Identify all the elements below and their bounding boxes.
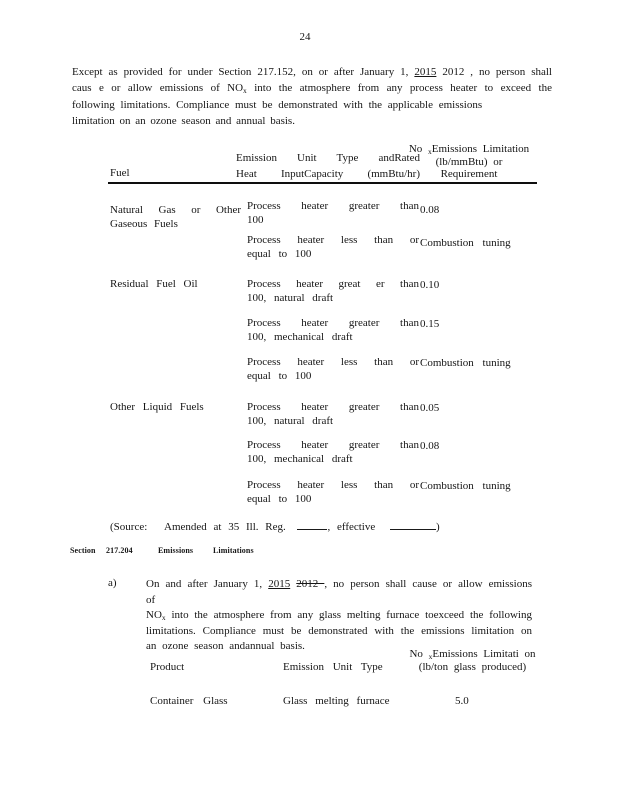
blank-underline [297, 519, 327, 530]
intro-paragraph [72, 64, 552, 130]
text-run: , no person shall cause or allow emissions of [146, 578, 533, 606]
cell-line: 100, natural draft [247, 415, 334, 427]
paragraph-line: limitation on an ozone season and annual basis. [72, 115, 295, 128]
inserted-date: 2015 [414, 66, 437, 78]
text-run: On and after January 1, [146, 578, 269, 590]
table1-header-rule [108, 182, 537, 184]
text-run: into the atmosphere from any glass melting furnace toexceed the following [165, 609, 532, 622]
text-run: Emissions Limitation [431, 143, 530, 155]
cell-line: 100, natural draft [247, 292, 334, 304]
table-row-fuel [110, 203, 241, 231]
table-row-product: Container Glass [150, 695, 228, 707]
table-row-unit [247, 233, 419, 261]
subsection-paragraph [146, 577, 532, 655]
table1-header-limitation [398, 143, 540, 181]
nox-subscript: x [428, 147, 432, 156]
text-run: ) [436, 521, 440, 533]
table-row-unit [247, 316, 419, 344]
blank-underline [390, 519, 436, 530]
table-row-limit: 0.08 [420, 440, 440, 452]
section-heading-word: Emissions [158, 546, 194, 555]
cell-line: 100, mechanical draft [247, 453, 353, 465]
header-line [400, 648, 545, 661]
section-heading-word: Section [70, 546, 96, 555]
header-line: Heat InputCapacity (mmBtu/hr) [236, 167, 420, 180]
nox-subscript: x [243, 86, 247, 96]
cell-line: 100 [247, 214, 264, 226]
text-run: Except as provided for under Section 217.152, on or after January 1, [72, 66, 415, 78]
paragraph-line [146, 577, 532, 608]
cell-line: Process heater great er than [247, 278, 419, 290]
text-run: (Source: [110, 521, 148, 533]
nox-subscript: x [428, 652, 433, 661]
table-row-limit: 0.10 [420, 279, 440, 291]
cell-line: 100, mechanical draft [247, 331, 353, 343]
paragraph-line: an ozone season andannual basis. [146, 640, 305, 653]
page-number: 24 [299, 31, 311, 43]
table2-header-limitation [400, 648, 545, 673]
cell-line: Natural Gas or Other [110, 204, 241, 216]
table1-header-unit-type [236, 151, 420, 182]
table-row-unit [247, 199, 419, 227]
section-heading-number: 217.204 [106, 546, 133, 555]
nox-subscript: x [161, 613, 166, 623]
text-run: , effective [327, 521, 376, 533]
table-row-unit [247, 438, 419, 466]
table-row-limit: 0.15 [420, 318, 440, 330]
header-line: (lb/ton glass produced) [418, 660, 527, 673]
text-run: Emissions Limitati on [432, 648, 536, 660]
table-row-fuel: Residual Fuel Oil [110, 278, 198, 290]
table-row-fuel: Other Liquid Fuels [110, 401, 204, 413]
section-heading-word: Limitations [213, 546, 254, 555]
cell-line: Process heater greater than [247, 317, 419, 329]
text-run: No [409, 648, 429, 660]
table-row-limit: 0.05 [420, 402, 440, 414]
header-line: Requirement [440, 168, 498, 180]
text-run: into the atmosphere from any process heater to exceed the [246, 82, 552, 95]
table-row-limit: 5.0 [455, 695, 469, 707]
text-run: caus e or allow emissions of NO [72, 82, 244, 95]
inserted-date: 2015 [268, 578, 291, 590]
cell-line: equal to 100 [247, 248, 312, 260]
table-row-limit: 0.08 [420, 204, 440, 216]
cell-line: Process heater less than or [247, 479, 419, 491]
header-line [398, 143, 540, 156]
table1-header-fuel: Fuel [110, 167, 130, 179]
table-row-unit [247, 355, 419, 383]
table2-header-product: Product [150, 661, 185, 673]
text-run: 2012 , no person shall [436, 66, 552, 78]
cell-line: equal to 100 [247, 493, 312, 505]
table-row-limit: Combustion tuning [420, 357, 511, 369]
cell-line: Process heater greater than [247, 439, 419, 451]
deleted-date: 2012 [296, 578, 325, 590]
paragraph-line: limitations. Compliance must be demonstrated with the emissions limitation on [146, 624, 532, 637]
header-line: (lb/mmBtu) or [435, 155, 503, 168]
header-line: Emission Unit Type andRated [236, 152, 420, 164]
text-run: Amended at 35 Ill. Reg. [164, 521, 286, 533]
table-row-limit: Combustion tuning [420, 237, 511, 249]
source-line [110, 519, 440, 533]
text-run: No [408, 143, 429, 155]
paragraph-line [146, 608, 532, 624]
table-row-unit [247, 400, 419, 428]
cell-line: Gaseous Fuels [110, 218, 178, 230]
table-row-unit [247, 277, 419, 305]
cell-line: Process heater less than or [247, 356, 419, 368]
table-row-unit: Glass melting furnace [283, 695, 390, 707]
table2-header-unit-type: Emission Unit Type [283, 661, 383, 673]
subsection-label: a) [108, 577, 117, 589]
cell-line: Process heater greater than [247, 200, 419, 212]
table-row-limit: Combustion tuning [420, 480, 511, 492]
cell-line: Process heater less than or [247, 234, 419, 246]
cell-line: equal to 100 [247, 370, 312, 382]
paragraph-line: following limitations. Compliance must be demonstrated with the applicable emissions [72, 98, 483, 111]
text-run: NO [146, 609, 162, 622]
paragraph-line [72, 80, 552, 96]
paragraph-line [72, 64, 552, 80]
cell-line: Process heater greater than [247, 401, 419, 413]
table-row-unit [247, 478, 419, 506]
